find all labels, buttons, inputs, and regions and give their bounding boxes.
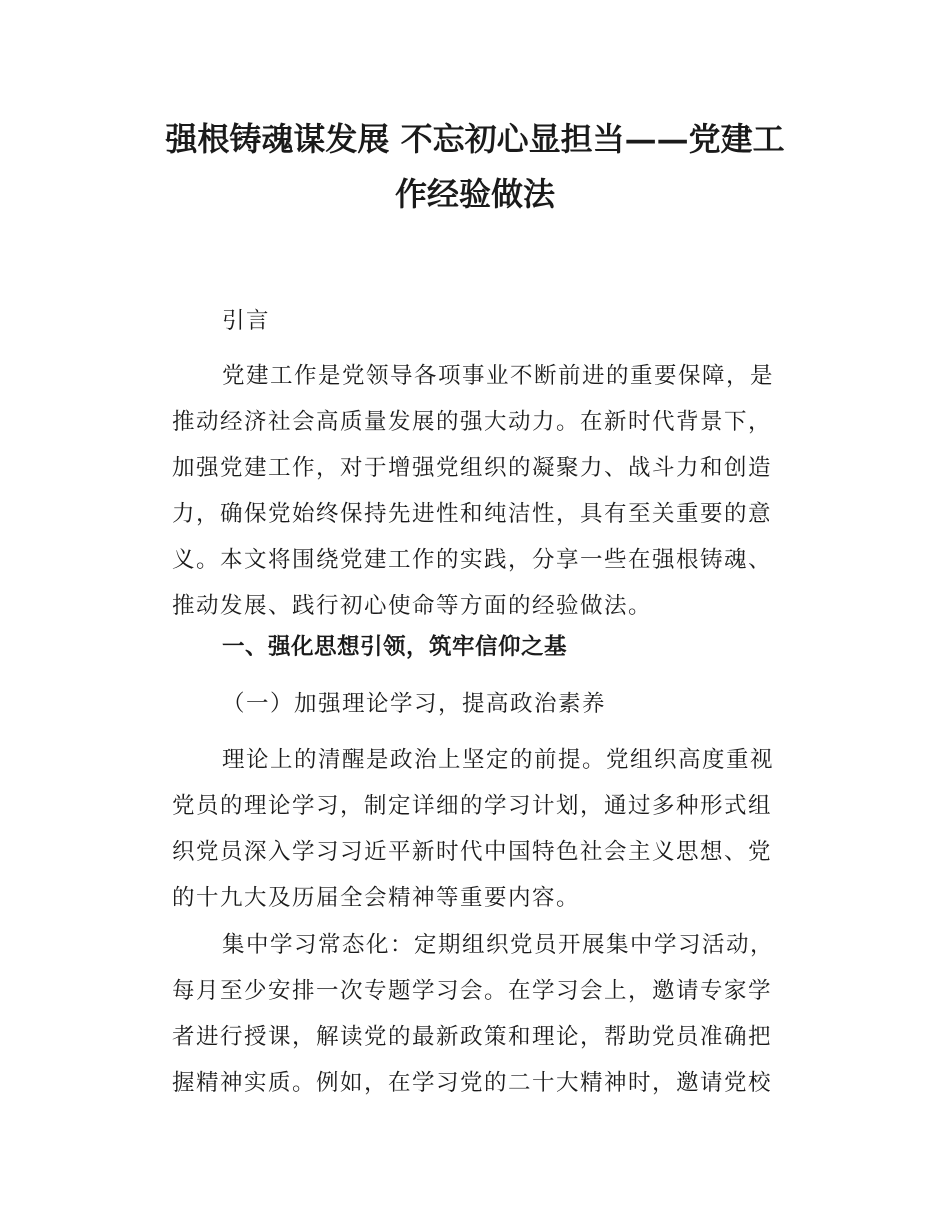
title-line-2: 作经验做法 [394, 175, 555, 213]
paragraph-line: 推动经济社会高质量发展的强大动力。在新时代背景下， [172, 409, 773, 435]
paragraph-line: 力，确保党始终保持先进性和纯洁性，具有至关重要的意 [172, 501, 773, 527]
intro-label: 引言 [222, 308, 271, 334]
section-heading: 一、强化思想引领，筑牢信仰之基 [222, 634, 568, 660]
paragraph-intro [172, 353, 797, 629]
paragraph-line: 党建工作是党领导各项事业不断前进的重要保障，是 [222, 363, 775, 389]
paragraph-theory [172, 737, 797, 921]
paragraph-line: 理论上的清醒是政治上坚定的前提。党组织高度重视 [222, 747, 775, 773]
paragraph-line: 党员的理论学习，制定详细的学习计划，通过多种形式组 [172, 793, 773, 819]
paragraph-line: 的十九大及历届全会精神等重要内容。 [172, 885, 581, 911]
paragraph-line: 加强党建工作，对于增强党组织的凝聚力、战斗力和创造 [172, 455, 773, 481]
paragraph-centralized-study [172, 922, 797, 1106]
paragraph-line: 推动发展、践行初心使命等方面的经验做法。 [172, 593, 653, 619]
paragraph-line: 者进行授课，解读党的最新政策和理论，帮助党员准确把 [172, 1024, 773, 1050]
document-title [130, 112, 820, 222]
subsection-heading: （一）加强理论学习，提高政治素养 [222, 691, 607, 717]
paragraph-line: 集中学习常态化：定期组织党员开展集中学习活动， [222, 932, 775, 958]
paragraph-line: 义。本文将围绕党建工作的实践，分享一些在强根铸魂、 [172, 547, 773, 573]
paragraph-line: 织党员深入学习习近平新时代中国特色社会主义思想、党 [172, 839, 773, 865]
title-line-1: 强根铸魂谋发展 不忘初心显担当——党建工 [165, 120, 785, 158]
paragraph-line: 握精神实质。例如，在学习党的二十大精神时，邀请党校 [172, 1070, 773, 1096]
paragraph-line: 每月至少安排一次专题学习会。在学习会上，邀请专家学 [172, 978, 773, 1004]
